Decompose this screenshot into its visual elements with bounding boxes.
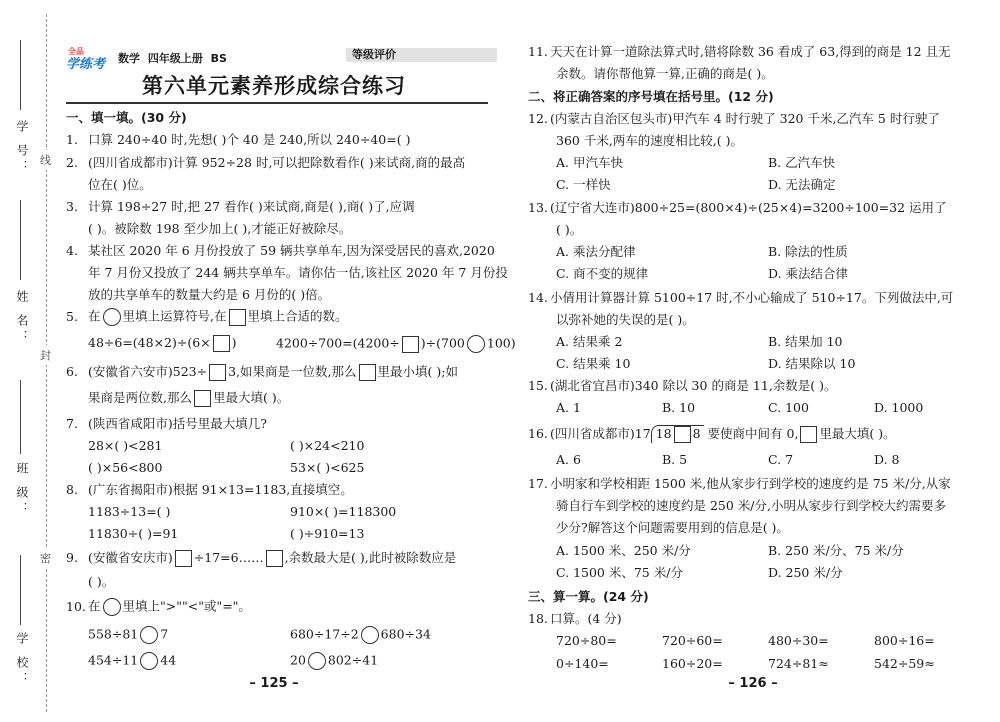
expr-text: 680÷17÷2	[290, 626, 359, 642]
option[interactable]: A. 乘法分配律	[556, 244, 636, 259]
question-9: 9. (安徽省安庆市) ÷17=6…… ,余数最大是( ),此时被除数应是	[66, 550, 457, 565]
question-7: 7. (陕西省咸阳市)括号里最大填几?	[66, 416, 267, 431]
question-4-text-b: 年 7 月份又投放了 244 辆共享单车。请你估一估,该社区 2020 年 7 月份投	[88, 265, 508, 280]
expr-text: 7	[160, 626, 169, 642]
question-2-text-b: 位在( )位。	[88, 177, 152, 192]
expr-text: )÷(700	[420, 335, 465, 351]
oral-calc-item: 160÷20=	[662, 656, 723, 671]
question-8-expr: ( )÷910=13	[290, 526, 365, 541]
left-page	[58, 0, 516, 722]
option[interactable]: A. 6	[556, 452, 581, 467]
question-9-text: (安徽省安庆市)	[88, 550, 173, 565]
question-8-expr: 11830÷( )=91	[88, 526, 179, 541]
option[interactable]: D. 无法确定	[768, 177, 836, 192]
logo-main-text: 学练考	[66, 57, 106, 72]
student-number-line	[20, 40, 21, 110]
oral-calc-item: 480÷30=	[768, 633, 829, 648]
question-17-text-b: 骑自行车到学校的速度约是 250 米/分,小明从家步行到学校大约需要多	[556, 498, 946, 513]
option[interactable]: B. 除法的性质	[768, 244, 848, 259]
question-10-expr-3	[88, 652, 176, 670]
expr-text: 802÷41	[327, 652, 379, 668]
answer-box[interactable]	[266, 550, 283, 567]
section-1-heading: 一、填一填。(30 分)	[66, 110, 187, 125]
oral-calc-item: 800÷16=	[874, 633, 935, 648]
option[interactable]: B. 10	[662, 400, 696, 415]
question-15: 15. (湖北省宜昌市)340 除以 30 的商是 11,余数是( )。	[528, 378, 837, 393]
question-11-text-b: 余数。请你帮他算一算,正确的商是( )。	[556, 66, 774, 81]
question-6-text: 果商是两位数,那么	[88, 390, 192, 405]
question-16-text: 里最大填( )。	[819, 426, 896, 441]
question-6: 6. (安徽省六安市)523÷ 3,如果商是一位数,那么 里最小填( );如	[66, 364, 458, 379]
expr-text: 100)	[486, 335, 516, 351]
question-17-text-a: 小明家和学校相距 1500 米,他从家步行到学校的速度约是 75 米/分,从家	[550, 476, 951, 491]
question-11-text-a: 天天在计算一道除法算式时,错将除数 36 看成了 63,得到的商是 12 且无	[550, 44, 951, 59]
question-15-text: (湖北省宜昌市)340 除以 30 的商是 11,余数是( )。	[550, 378, 837, 393]
right-page	[528, 0, 978, 722]
question-17-text-c: 少分?解答这个问题需要用到的信息是( )。	[556, 520, 789, 535]
question-17: 17. 小明家和学校相距 1500 米,他从家步行到学校的速度约是 75 米/分,从家	[528, 476, 951, 491]
expr-text: 44	[160, 652, 177, 668]
cut-mark-seal: 封	[40, 345, 51, 365]
question-10-expr-2	[290, 626, 431, 644]
expr-text: 20	[290, 652, 306, 668]
question-9-text: ÷17=6……	[193, 550, 264, 565]
page-number-left: – 125 –	[249, 676, 299, 691]
question-10-expr-1	[88, 626, 168, 644]
option[interactable]: B. 结果加 10	[768, 334, 843, 349]
option[interactable]: A. 甲汽车快	[556, 155, 623, 170]
expr-text: 680÷34	[380, 626, 431, 642]
dividend-digits: 18	[655, 426, 672, 441]
question-12: 12. (内蒙古自治区包头市)甲汽车 4 时行驶了 320 千米,乙汽车 5 时行驶了	[528, 111, 940, 126]
question-14-text-b: 以弥补她的失误的是( )。	[556, 312, 695, 327]
question-8-expr: 910×( )=118300	[290, 504, 397, 519]
option[interactable]: C. 一样快	[556, 177, 611, 192]
long-division-bracket	[651, 425, 704, 443]
option[interactable]: D. 250 米/分	[768, 565, 843, 580]
question-8: 8. (广东省揭阳市)根据 91×13=1183,直接填空。	[66, 482, 353, 497]
question-5-expr-1	[88, 335, 237, 352]
question-9-text: ,余数最大是( ),此时被除数应是	[284, 550, 457, 565]
question-4: 4. 某社区 2020 年 6 月份投放了 59 辆共享单车,因为深受居民的喜欢,2020	[66, 243, 495, 258]
question-16-text: 要使商中间有 0,	[707, 426, 799, 441]
answer-box[interactable]	[674, 426, 691, 443]
answer-circle[interactable]	[103, 598, 121, 616]
school-label: 学 校：	[15, 632, 29, 688]
answer-circle[interactable]	[103, 308, 121, 326]
school-line	[20, 555, 21, 625]
answer-circle[interactable]	[361, 626, 379, 644]
question-4-text-a: 某社区 2020 年 6 月份投放了 59 辆共享单车,因为深受居民的喜欢,2020	[88, 243, 495, 258]
answer-box[interactable]	[800, 426, 817, 443]
book-meta: 数学 四年级上册 BS	[118, 52, 227, 65]
question-12-text-b: 360 千米,两车的速度相比较,( )。	[556, 133, 744, 148]
answer-box[interactable]	[194, 390, 211, 407]
answer-box[interactable]	[402, 336, 419, 353]
option[interactable]: B. 5	[662, 452, 688, 467]
question-5-expr-2	[276, 335, 516, 353]
oral-calc-item: 720÷60=	[662, 633, 723, 648]
cut-mark-line: 线	[40, 150, 51, 170]
student-number-label: 学 号：	[15, 120, 29, 176]
question-5-text-post: 里填上合适的数。	[247, 308, 348, 324]
question-3: 3. 计算 198÷27 时,把 27 看作( )来试商,商是( ),商( )了,应调	[66, 199, 415, 214]
question-7-expr: 53×( )<625	[290, 460, 365, 475]
expr-text: 454÷11	[88, 652, 139, 668]
question-5-text-mid: 里填上运算符号,在	[122, 308, 227, 324]
question-11: 11. 天天在计算一道除法算式时,错将除数 36 看成了 63,得到的商是 12 且无	[528, 44, 951, 59]
question-14: 14. 小倩用计算器计算 5100÷17 时,不小心输成了 510÷17。下列做法中,可	[528, 290, 954, 305]
question-3-text-b: ( )。被除数 198 至少加上( ),才能正好被除尽。	[88, 221, 352, 236]
question-10-text: 里填上">""<"或"="。	[122, 598, 251, 614]
option[interactable]: C. 结果乘 10	[556, 356, 631, 371]
option[interactable]: D. 乘法结合律	[768, 266, 849, 281]
question-10: 10. 在 里填上">""<"或"="。	[66, 598, 251, 616]
answer-box[interactable]	[209, 364, 226, 381]
question-10-expr-4	[290, 652, 378, 670]
binding-margin	[0, 0, 58, 722]
question-12-text-a: (内蒙古自治区包头市)甲汽车 4 时行驶了 320 千米,乙汽车 5 时行驶了	[550, 111, 940, 126]
question-1: 1. 口算 240÷40 时,先想( )个 40 是 240,所以 240÷40=( )	[66, 132, 411, 147]
question-7-text: (陕西省咸阳市)括号里最大填几?	[88, 416, 267, 431]
option[interactable]: D. 1000	[874, 400, 924, 415]
question-6-text: (安徽省六安市)523÷	[88, 364, 208, 379]
question-5: 5. 在 里填上运算符号,在 里填上合适的数。	[66, 308, 348, 326]
question-7-expr: ( )×24<210	[290, 438, 365, 453]
brand-logo	[66, 46, 110, 72]
section-2-heading: 二、将正确答案的序号填在括号里。(12 分)	[528, 89, 774, 104]
logo-top-text: 全品	[68, 47, 84, 56]
oral-calc-item: 720÷80=	[556, 633, 617, 648]
page-header	[66, 47, 490, 72]
question-6-text: 3,如果商是一位数,那么	[228, 364, 357, 379]
question-6-line-2	[88, 390, 289, 407]
section-3-heading: 三、算一算。(24 分)	[528, 589, 649, 604]
expr-text: 48÷6=(48×2)÷(6×	[88, 335, 211, 350]
question-6-text: 里最大填( )。	[212, 390, 290, 405]
oral-calc-item: 724÷81≈	[768, 656, 829, 671]
question-18-text: 口算。(4 分)	[550, 611, 622, 626]
question-18: 18. 口算。(4 分)	[528, 611, 622, 626]
answer-circle[interactable]	[467, 335, 485, 353]
option[interactable]: A. 1	[556, 400, 581, 415]
question-13-text-b: ( )。	[556, 222, 583, 237]
option[interactable]: C. 商不变的规律	[556, 266, 649, 281]
option[interactable]: A. 结果乘 2	[556, 334, 623, 349]
question-5-text-pre: 在	[88, 308, 101, 324]
option[interactable]: D. 8	[874, 452, 900, 467]
question-16-text: (四川省成都市)17	[550, 426, 651, 441]
expr-text: 4200÷700=(4200÷	[276, 335, 400, 351]
title-rule	[66, 102, 488, 104]
page-title: 第六单元素养形成综合练习	[142, 73, 406, 98]
class-label: 班 级：	[15, 462, 29, 518]
answer-box[interactable]	[213, 335, 230, 352]
question-8-expr: 1183÷13=( )	[88, 504, 171, 519]
option[interactable]: A. 1500 米、250 米/分	[556, 543, 691, 558]
page-number-right: – 126 –	[728, 676, 778, 691]
class-line	[20, 380, 21, 454]
question-13-text-a: (辽宁省大连市)800÷25=(800×4)÷(25×4)=3200÷100=32 运用了	[550, 200, 947, 215]
answer-circle[interactable]	[308, 652, 326, 670]
question-7-expr: ( )×56<800	[88, 460, 163, 475]
answer-box[interactable]	[229, 309, 246, 326]
question-13: 13. (辽宁省大连市)800÷25=(800×4)÷(25×4)=3200÷100=32 运用了	[528, 200, 947, 215]
question-8-text: (广东省揭阳市)根据 91×13=1183,直接填空。	[88, 482, 353, 497]
question-1-text: 口算 240÷40 时,先想( )个 40 是 240,所以 240÷40=( )	[88, 132, 411, 147]
grade-evaluation-label: 等级评价	[346, 48, 497, 62]
name-line	[20, 200, 21, 280]
dividend-digit: 8	[692, 426, 701, 441]
option[interactable]: D. 结果除以 10	[768, 356, 856, 371]
question-4-text-c: 放的共享单车的数量大约是 6 月份的( )倍。	[88, 287, 331, 302]
option[interactable]: C. 7	[768, 452, 794, 467]
option[interactable]: C. 1500 米、75 米/分	[556, 565, 683, 580]
option[interactable]: B. 乙汽车快	[768, 155, 836, 170]
question-6-text: 里最小填( );如	[377, 364, 458, 379]
cut-mark-secret: 密	[40, 548, 51, 568]
question-3-text-a: 计算 198÷27 时,把 27 看作( )来试商,商是( ),商( )了,应调	[88, 199, 415, 214]
option[interactable]: C. 100	[768, 400, 809, 415]
answer-box[interactable]	[359, 364, 376, 381]
option[interactable]: B. 250 米/分、75 米/分	[768, 543, 904, 558]
name-label: 姓 名：	[15, 290, 29, 346]
answer-box[interactable]	[175, 550, 192, 567]
oral-calc-item: 0÷140=	[556, 656, 609, 671]
expr-text: )	[231, 335, 237, 350]
question-2: 2. (四川省成都市)计算 952÷28 时,可以把除数看作( )来试商,商的最高	[66, 155, 466, 170]
expr-text: 558÷81	[88, 626, 139, 642]
question-9-text-b: ( )。	[88, 574, 115, 589]
question-2-text-a: (四川省成都市)计算 952÷28 时,可以把除数看作( )来试商,商的最高	[88, 155, 466, 170]
oral-calc-item: 542÷59≈	[874, 656, 935, 671]
answer-circle[interactable]	[140, 626, 158, 644]
question-7-expr: 28×( )<281	[88, 438, 163, 453]
question-16: 16. (四川省成都市)17 18 8 要使商中间有 0, 里最大填( )。	[528, 426, 896, 441]
answer-circle[interactable]	[140, 652, 158, 670]
question-10-text: 在	[88, 598, 101, 614]
question-14-text-a: 小倩用计算器计算 5100÷17 时,不小心输成了 510÷17。下列做法中,可	[550, 290, 954, 305]
